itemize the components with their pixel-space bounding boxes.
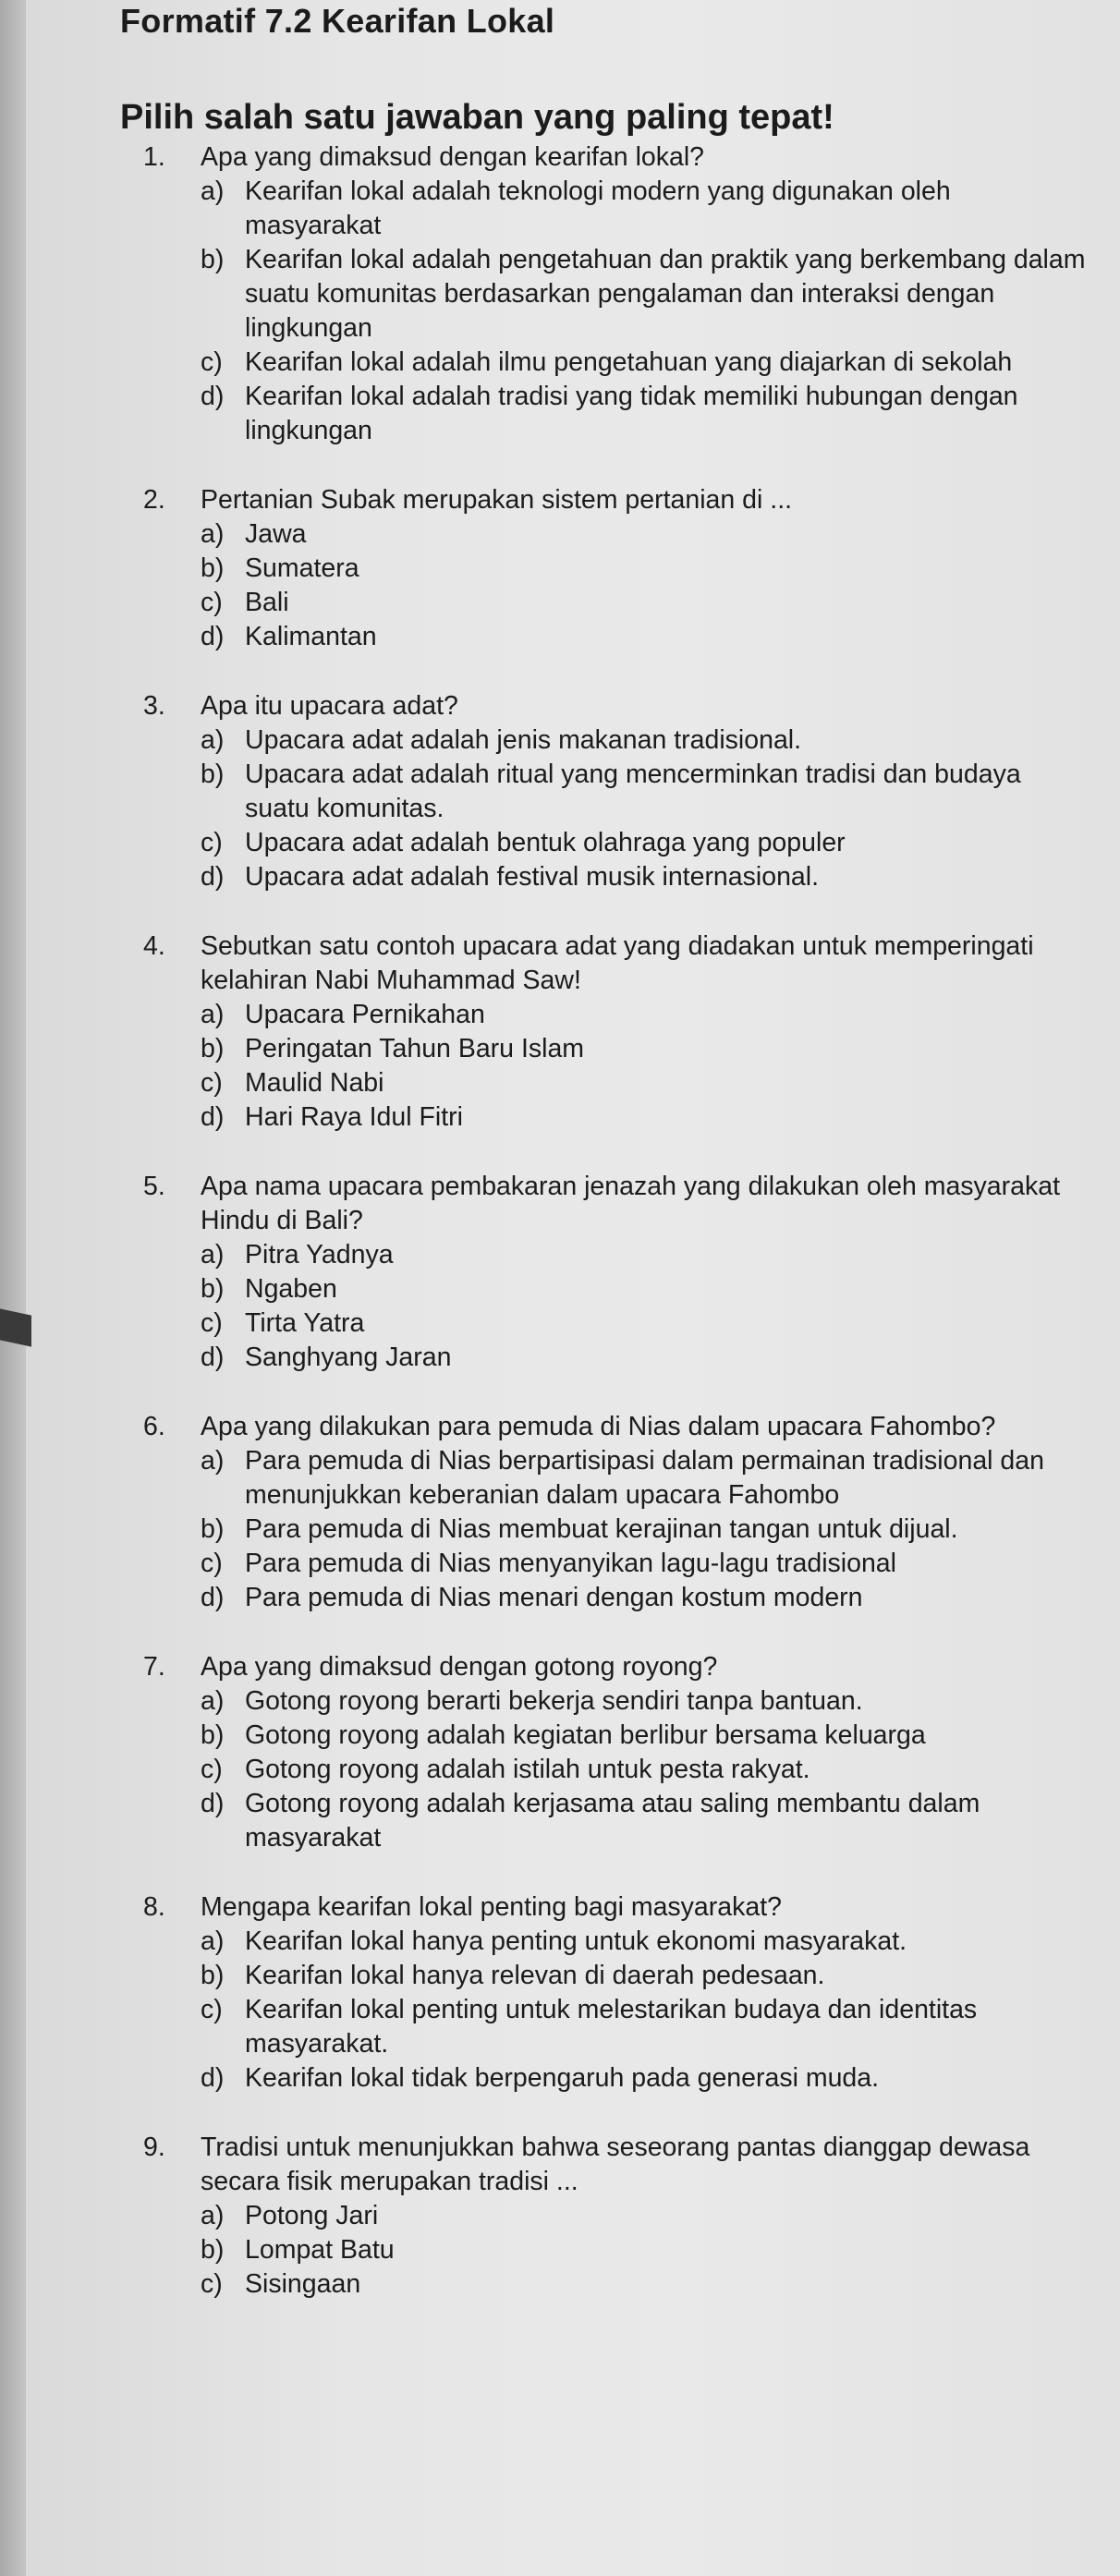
option-text: Sisingaan (245, 2269, 361, 2299)
option-letter: d) (201, 382, 225, 411)
option-text: Kearifan lokal adalah tradisi yang tidak memiliki hubungan dengan lingkungan (245, 382, 1018, 445)
answer-option (201, 1100, 1086, 1135)
answer-options (143, 175, 1086, 448)
question-number: 2. (143, 485, 165, 515)
option-text: Peringatan Tahun Baru Islam (245, 1034, 585, 1063)
option-text: Gotong royong berarti bekerja sendiri tanpa bantuan. (245, 1686, 863, 1716)
answer-option (201, 620, 1086, 654)
answer-option (201, 1581, 1086, 1615)
answer-option (201, 346, 1086, 380)
answer-option (201, 1787, 1086, 1855)
question-text: Apa yang dimaksud dengan kearifan lokal? (201, 142, 705, 172)
option-text: Tirta Yatra (245, 1308, 365, 1338)
answer-options (143, 2199, 1086, 2302)
option-text: Potong Jari (245, 2201, 379, 2230)
option-text: Jawa (245, 519, 307, 549)
option-letter: a) (201, 725, 225, 755)
option-text: Kalimantan (245, 622, 377, 651)
option-letter: b) (201, 2235, 225, 2265)
answer-option (201, 860, 1086, 894)
answer-option (201, 2233, 1086, 2267)
answer-option (201, 1993, 1086, 2061)
question-item (143, 140, 1086, 448)
answer-option (201, 1066, 1086, 1100)
page-edge-shadow (0, 0, 28, 2576)
option-text: Gotong royong adalah kegiatan berlibur bersama keluarga (245, 1720, 926, 1750)
option-letter: c) (201, 2269, 223, 2299)
question-item (143, 930, 1086, 1135)
option-text: Kearifan lokal adalah ilmu pengetahuan yang diajarkan di sekolah (245, 347, 1013, 377)
option-letter: b) (201, 1720, 225, 1750)
option-text: Kearifan lokal hanya penting untuk ekonomi masyarakat. (245, 1926, 907, 1956)
option-text: Kearifan lokal hanya relevan di daerah pedesaan. (245, 1961, 825, 1990)
question-text: Apa nama upacara pembakaran jenazah yang dilakukan oleh masyarakat Hindu di Bali? (201, 1172, 1061, 1235)
answer-option (201, 998, 1086, 1032)
option-letter: b) (201, 1514, 225, 1544)
answer-option (201, 2199, 1086, 2233)
answer-option (201, 243, 1086, 346)
option-letter: b) (201, 553, 225, 583)
answer-options (143, 517, 1086, 654)
option-letter: b) (201, 1034, 225, 1063)
question-item (143, 2131, 1086, 2302)
answer-option (201, 175, 1086, 243)
option-text: Pitra Yadnya (245, 1240, 394, 1270)
option-text: Upacara adat adalah ritual yang mencerminkan tradisi dan budaya suatu komunitas. (245, 759, 1021, 823)
option-letter: d) (201, 1343, 225, 1372)
option-text: Upacara adat adalah bentuk olahraga yang populer (245, 828, 846, 857)
option-letter: d) (201, 1102, 225, 1132)
option-text: Para pemuda di Nias menyanyikan lagu-lagu tradisional (245, 1549, 896, 1578)
question-text: Mengapa kearifan lokal penting bagi masyarakat? (201, 1892, 782, 1922)
answer-option (201, 1753, 1086, 1787)
answer-options (143, 998, 1086, 1135)
option-letter: c) (201, 828, 223, 857)
option-letter: d) (201, 862, 225, 892)
answer-option (201, 1032, 1086, 1066)
option-text: Lompat Batu (245, 2235, 395, 2265)
question-number: 3. (143, 691, 165, 721)
option-text: Maulid Nabi (245, 1068, 384, 1098)
option-text: Kearifan lokal adalah pengetahuan dan praktik yang berkembang dalam suatu komunitas berdasarkan pengalaman dan interaksi dengan lingkungan (245, 245, 1086, 343)
answer-option (201, 1547, 1086, 1581)
option-letter: a) (201, 1446, 225, 1476)
answer-option (201, 1959, 1086, 1993)
option-letter: a) (201, 1240, 225, 1270)
option-text: Para pemuda di Nias membuat kerajinan tangan untuk dijual. (245, 1514, 958, 1544)
option-text: Para pemuda di Nias menari dengan kostum modern (245, 1583, 863, 1612)
answer-option (201, 1925, 1086, 1959)
answer-option (201, 2061, 1086, 2096)
option-letter: a) (201, 1686, 225, 1716)
option-letter: c) (201, 1995, 223, 2024)
answer-option (201, 723, 1086, 758)
option-letter: b) (201, 1961, 225, 1990)
option-letter: d) (201, 622, 225, 651)
question-text: Apa yang dimaksud dengan gotong royong? (201, 1652, 718, 1682)
answer-options (143, 1238, 1086, 1375)
answer-option (201, 1513, 1086, 1547)
option-letter: a) (201, 1926, 225, 1956)
option-letter: c) (201, 347, 223, 377)
question-text: Pertanian Subak merupakan sistem pertanian di ... (201, 485, 793, 515)
answer-option (201, 2267, 1086, 2302)
option-letter: b) (201, 759, 225, 789)
option-text: Kearifan lokal adalah teknologi modern yang digunakan oleh masyarakat (245, 176, 951, 240)
question-number: 1. (143, 142, 165, 172)
option-letter: d) (201, 2063, 225, 2093)
question-number: 8. (143, 1892, 165, 1922)
answer-options (143, 1925, 1086, 2096)
question-list (143, 140, 1086, 2337)
question-number: 9. (143, 2132, 165, 2162)
answer-option (201, 517, 1086, 552)
question-text: Apa itu upacara adat? (201, 691, 458, 721)
option-letter: c) (201, 1308, 223, 1338)
option-text: Para pemuda di Nias berpartisipasi dalam permainan tradisional dan menunjukkan keberanian dalam upacara Fahombo (245, 1446, 1044, 1510)
question-text: Sebutkan satu contoh upacara adat yang diadakan untuk memperingati kelahiran Nabi Muhammad Saw! (201, 931, 1034, 995)
option-text: Upacara adat adalah festival musik internasional. (245, 862, 820, 892)
answer-option (201, 1684, 1086, 1719)
binder-clip-mark (0, 1308, 31, 1346)
answer-options (143, 1444, 1086, 1615)
question-item (143, 1170, 1086, 1375)
option-letter: c) (201, 1755, 223, 1784)
option-letter: c) (201, 588, 223, 617)
answer-option (201, 380, 1086, 448)
answer-option (201, 1306, 1086, 1341)
question-number: 6. (143, 1412, 165, 1441)
option-letter: c) (201, 1068, 223, 1098)
answer-option (201, 1272, 1086, 1306)
question-item (143, 1890, 1086, 2096)
option-letter: a) (201, 2201, 225, 2230)
worksheet-title: Formatif 7.2 Kearifan Lokal (120, 2, 555, 40)
option-letter: a) (201, 1000, 225, 1029)
option-text: Hari Raya Idul Fitri (245, 1102, 463, 1132)
option-letter: d) (201, 1789, 225, 1818)
question-text: Tradisi untuk menunjukkan bahwa seseorang pantas dianggap dewasa secara fisik merupakan tradisi ... (201, 2132, 1030, 2196)
option-text: Gotong royong adalah kerjasama atau saling membantu dalam masyarakat (245, 1789, 980, 1853)
question-number: 5. (143, 1172, 165, 1201)
answer-option (201, 1341, 1086, 1375)
answer-option (201, 1238, 1086, 1272)
answer-option (201, 826, 1086, 860)
option-letter: b) (201, 245, 225, 274)
option-text: Kearifan lokal penting untuk melestarikan budaya dan identitas masyarakat. (245, 1995, 978, 2059)
option-text: Upacara Pernikahan (245, 1000, 485, 1029)
answer-options (143, 723, 1086, 894)
option-text: Ngaben (245, 1274, 337, 1304)
option-letter: a) (201, 519, 225, 549)
option-text: Sumatera (245, 553, 359, 583)
answer-option (201, 1719, 1086, 1753)
option-letter: b) (201, 1274, 225, 1304)
option-text: Sanghyang Jaran (245, 1343, 452, 1372)
answer-option (201, 1444, 1086, 1513)
option-letter: d) (201, 1583, 225, 1612)
answer-options (143, 1684, 1086, 1855)
question-text: Apa yang dilakukan para pemuda di Nias dalam upacara Fahombo? (201, 1412, 996, 1441)
question-item (143, 689, 1086, 894)
option-text: Upacara adat adalah jenis makanan tradisional. (245, 725, 802, 755)
option-letter: a) (201, 176, 225, 206)
option-text: Kearifan lokal tidak berpengaruh pada generasi muda. (245, 2063, 880, 2093)
question-number: 7. (143, 1652, 165, 1682)
option-letter: c) (201, 1549, 223, 1578)
answer-option (201, 586, 1086, 620)
question-item (143, 483, 1086, 654)
answer-option (201, 552, 1086, 586)
question-item (143, 1650, 1086, 1855)
question-number: 4. (143, 931, 165, 961)
answer-option (201, 758, 1086, 826)
option-text: Gotong royong adalah istilah untuk pesta rakyat. (245, 1755, 810, 1784)
question-item (143, 1410, 1086, 1615)
instruction-text: Pilih salah satu jawaban yang paling tepat! (120, 98, 834, 137)
option-text: Bali (245, 588, 289, 617)
